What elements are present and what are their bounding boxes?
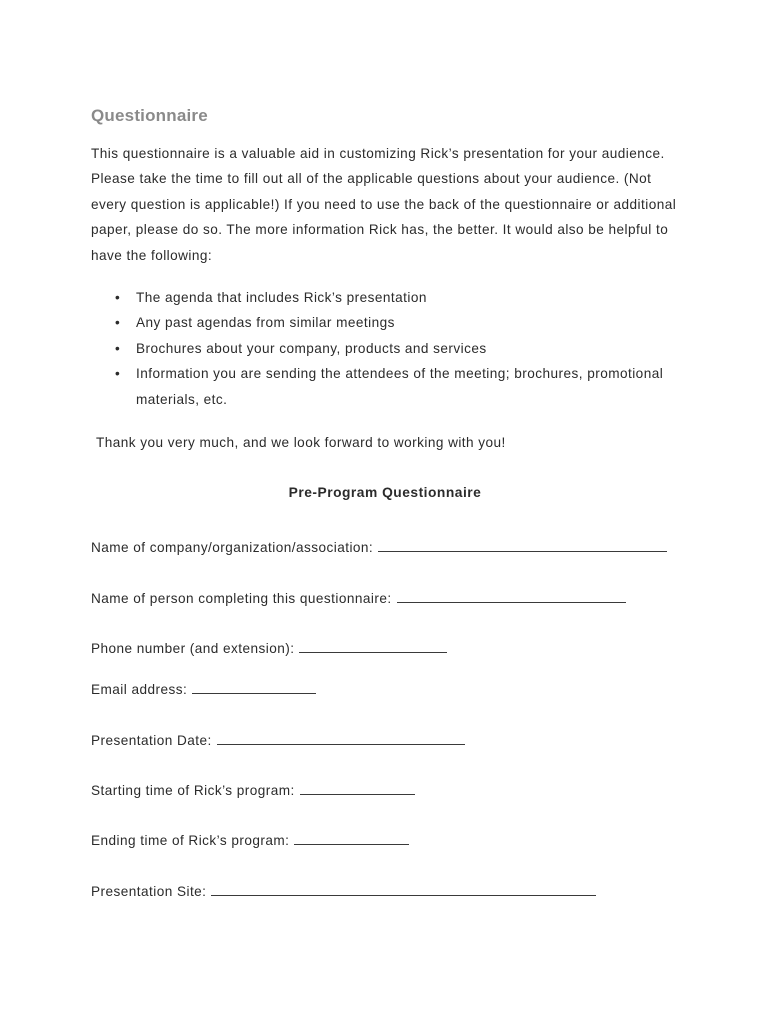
thank-you-note: Thank you very much, and we look forward to working with you!	[96, 435, 506, 450]
presentation-date-blank[interactable]	[217, 731, 465, 745]
field-label: Ending time of Rick’s program:	[91, 833, 290, 848]
field-label: Starting time of Rick’s program:	[91, 783, 295, 798]
presentation-site-field	[91, 882, 596, 902]
email-address-blank[interactable]	[192, 680, 316, 694]
bullet-icon: •	[115, 315, 121, 331]
ending-time-field	[91, 831, 409, 851]
field-label: Email address:	[91, 682, 188, 697]
list-item	[91, 310, 681, 335]
email-address-field	[91, 680, 316, 700]
starting-time-blank[interactable]	[300, 781, 415, 795]
person-name-field	[91, 589, 626, 609]
company-name-field	[91, 538, 667, 558]
field-label: Name of person completing this questionnaire:	[91, 591, 392, 606]
starting-time-field	[91, 781, 415, 801]
list-item	[91, 336, 681, 361]
phone-number-field	[91, 639, 447, 659]
list-item-text: The agenda that includes Rick’s presentation	[136, 290, 427, 305]
ending-time-blank[interactable]	[294, 831, 409, 845]
page-title: Questionnaire	[91, 106, 208, 125]
person-name-blank[interactable]	[397, 589, 626, 603]
list-item	[91, 285, 681, 310]
bullet-list	[91, 285, 681, 412]
form-title: Pre-Program Questionnaire	[288, 485, 482, 500]
presentation-site-blank[interactable]	[211, 882, 596, 896]
presentation-date-field	[91, 731, 465, 751]
list-item-text: Information you are sending the attendees of the meeting; brochures, promotional materials, etc.	[136, 366, 664, 407]
field-label: Presentation Site:	[91, 884, 207, 899]
intro-paragraph: This questionnaire is a valuable aid in customizing Rick’s presentation for your audience. Please take the time to fill out all of the applicable questions about your audience. (Not every question is applicable!) If you need to use the back of the questionnaire or additional paper, please do so. The more information Rick has, the better. It would also be helpful to have the following:	[91, 146, 677, 263]
bullet-icon: •	[115, 290, 121, 305]
list-item-text: Any past agendas from similar meetings	[136, 315, 395, 331]
field-label: Presentation Date:	[91, 733, 212, 748]
company-name-blank[interactable]	[378, 538, 667, 552]
field-label: Phone number (and extension):	[91, 641, 295, 656]
field-label: Name of company/organization/association:	[91, 540, 374, 555]
list-item-text: Brochures about your company, products and services	[136, 340, 487, 356]
phone-number-blank[interactable]	[299, 639, 447, 653]
bullet-icon: •	[115, 366, 121, 382]
list-item	[91, 361, 681, 412]
bullet-icon: •	[115, 340, 121, 356]
